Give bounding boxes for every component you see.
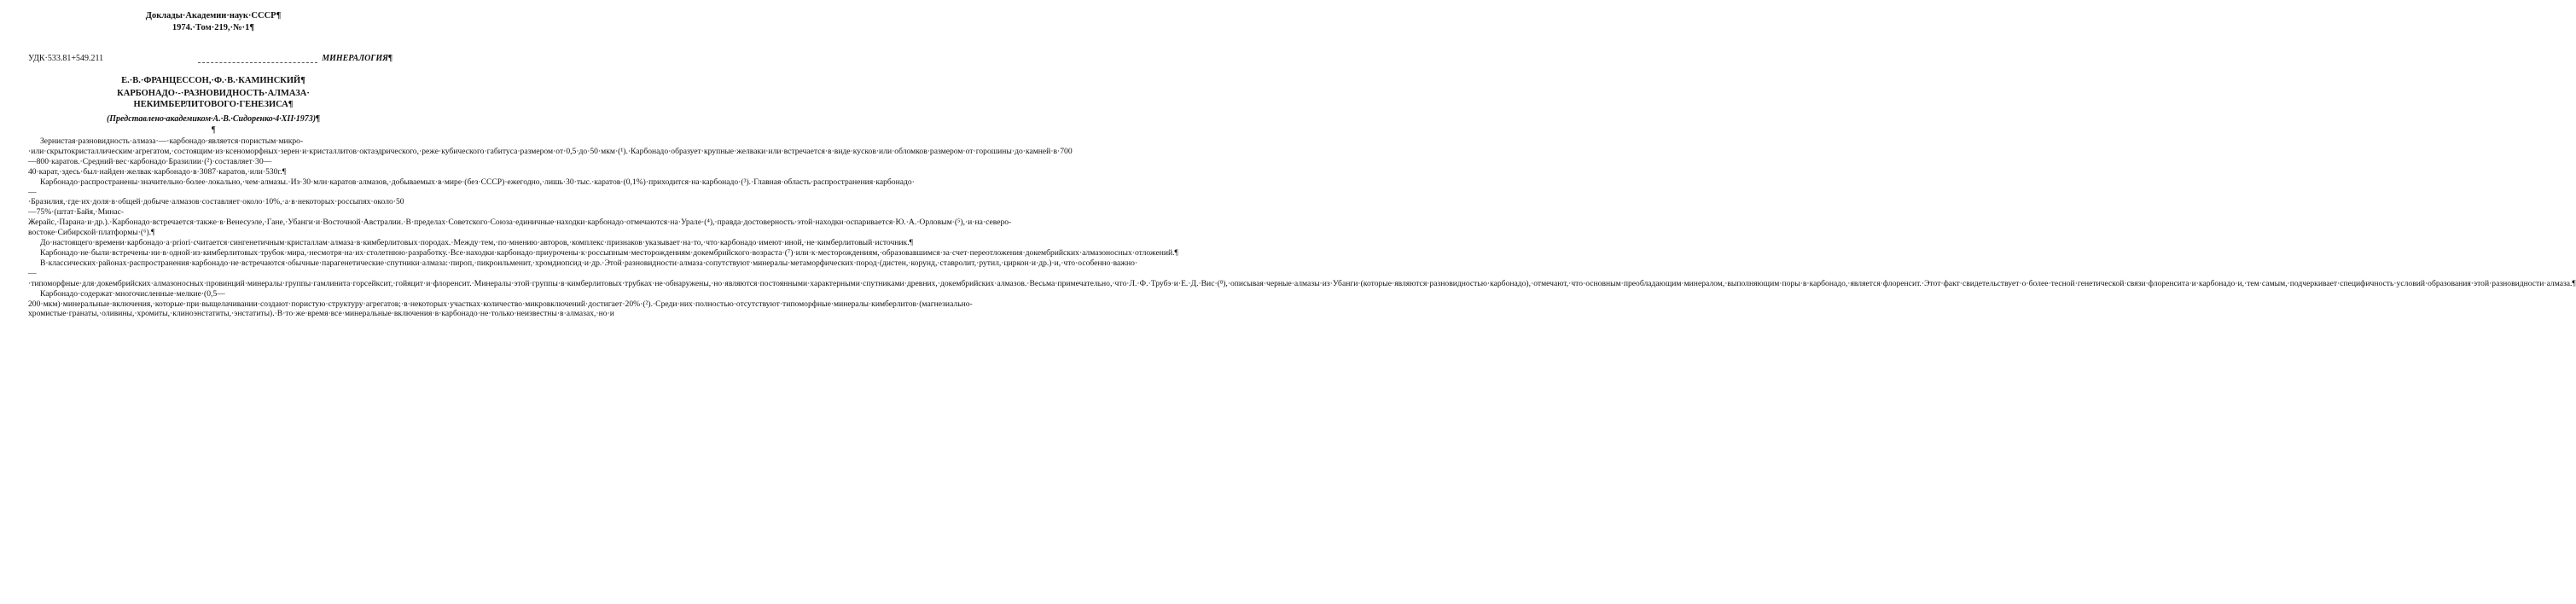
paragraph: Карбонадо·не·были·встречены·ни·в·одной·из·кимберлитовых·трубок·мира,·несмотря·на·их·столетнюю·разработку.·Все·находки·карбонадо·приурочены·к·россыпным·месторождениям·докембрийского·возраста·(⁷)·или·к·месторождениям,·образовавшимся·за·счет·переотложения·докембрийских·алмазоносных·отложений.¶ bbox=[40, 247, 1178, 258]
paragraph: Зернистая·разновидность·алмаза·—·карбонадо·является·пористым·микро-·или·скрытокристаллическим·агрегатом,·состоящим·из·ксеноморфных·зерен·и·кристаллитов·октаэдрического,·реже·кубического·габитуса·размером·от·0,5·до·50·мкм·(¹).·Карбонадо·образует·крупные·желваки·или·встречается·в·виде·кусков·или·обломков·размером·от·горошины·до·камней·в·700—800·каратов.·Средний·вес·карбонадо·Бразилии·(²)·составляет·30—40·карат,·здесь·был·найден·желвак·карбонадо·в·3087·каратов,·или·530г.¶ bbox=[28, 136, 1073, 177]
section-heading: МИНЕРАЛОГИЯ¶ bbox=[322, 54, 393, 63]
paragraph: Карбонадо·распространены·значительно·более·локально,·чем·алмазы.·Из·30·млн·каратов·алмазов,·добываемых·в·мире·(без·СССР)·ежегодно,·лишь·30·тыс.·каратов·(0,1%)·приходится·на·карбонадо·(³).·Главная·область·распространения·карбонадо·—·Бразилия,·где·их·доля·в·общей·добыче·алмазов·составляет·около·10%,·а·в·некоторых·россыпях·около·50—75%·(штат·Байя,·Минас-Жерайс,·Парана·и·др.).·Карбонадо·встречается·также·в·Венесуэле,·Гане,·Убанги·и·Восточной·Австралии.·В·пределах·Советского·Союза·единичные·находки·карбонадо·отмечаются·на·Урале·(⁴),·правда·достоверность·этой·находки·оспаривается·Ю.·А.·Орловым·(⁵),·и·на·северо-востоке·Сибирской·платформы·(⁶).¶ bbox=[28, 177, 1012, 238]
presented-by: (Представлено·академиком·А.·В.·Сидоренко·4·XII·1973)¶ bbox=[106, 114, 321, 124]
article-title-line-1: КАРБОНАДО·-·РАЗНОВИДНОСТЬ·АЛМАЗА· bbox=[117, 89, 310, 98]
paragraph: В·классических·районах·распространения·карбонадо·не·встречаются·обычные·парагенетические·спутники·алмаза:·пироп,·пикроильменит,·хромдиопсид·и·др.·Этой·разновидности·алмаза·сопутствуют·минералы·метаморфических·пород·(дистен,·корунд,·ставролит,·рутил,·циркон·и·др.)·и,·что·особенно·важно·—·типоморфные·для·докембрийских·алмазоносных·провинций·минералы·группы·гамлинита·горсейксит,·гойяцит·и·флоренсит.·Минералы·этой·группы·в·кимберлитовых·трубках·не·обнаружены,·но·являются·постоянными·характерными·спутниками·древних,·докембрийских·алмазов.·Весьма·примечательно,·что·Л.·Ф.·Трубэ·и·Е.·Д.·Вис·(⁸),·описывая·черные·алмазы·из·Убанги·(которые·являются·разновидностью·карбонадо),·отмечают,·что·основным·преобладающим·минералом,·выполняющим·поры·в·карбонадо,·является·флоренсит.·Этот·факт·свидетельствует·о·более·тесной·генетической·связи·флоренсита·и·карбонадо·и,·тем·самым,·подчеркивает·специфичность·условий·образования·этой·разновидности·алмаза.¶ bbox=[28, 258, 2576, 288]
paragraph-mark: ¶ bbox=[212, 125, 216, 135]
paragraph: Карбонадо·содержат·многочисленные·мелкие·(0,5—200·мкм)·минеральные·включения,·которые·при·выщелачивании·создают·пористую·структуру·агрегатов;·в·некоторых·участках·количество·микровключений·достигает·20%·(²).·Среди·них·полностью·отсутствуют·типоморфные·минералы·кимберлитов·(магнезиально-хромистые·гранаты,·оливины,·хромиты,·клиноэнстатиты,·энстатиты).·В·то·же·время·все·минеральные·включения·в·карбонадо·не·только·неизвестны·в·алмазах,·но·и bbox=[28, 288, 973, 319]
article-body bbox=[28, 136, 2576, 319]
journal-title: Доклады·Академии·наук·СССР¶ bbox=[145, 11, 282, 20]
journal-volume: 1974.·Том·219,·№·1¶ bbox=[172, 23, 255, 32]
article-title-line-2: НЕКИМБЕРЛИТОВОГО·ГЕНЕЗИСА¶ bbox=[133, 100, 294, 109]
article-title bbox=[51, 88, 375, 110]
udk-code: УДК·533.81+549.211 bbox=[28, 54, 104, 63]
paragraph: До·настоящего·времени·карбонадо·а·priori·считается·сингенетичным·кристаллам·алмаза·в·кимберлитовых·породах.·Между·тем,·по·мнению·авторов,·комплекс·признаков·указывает·на·то,·что·карбонадо·имеют·иной,·не·кимберлитовый·источник.¶ bbox=[40, 238, 913, 248]
section-divider bbox=[198, 62, 317, 63]
authors: Е.·В.·ФРАНЦЕССОН,·Ф.·В.·КАМИНСКИЙ¶ bbox=[121, 76, 305, 85]
